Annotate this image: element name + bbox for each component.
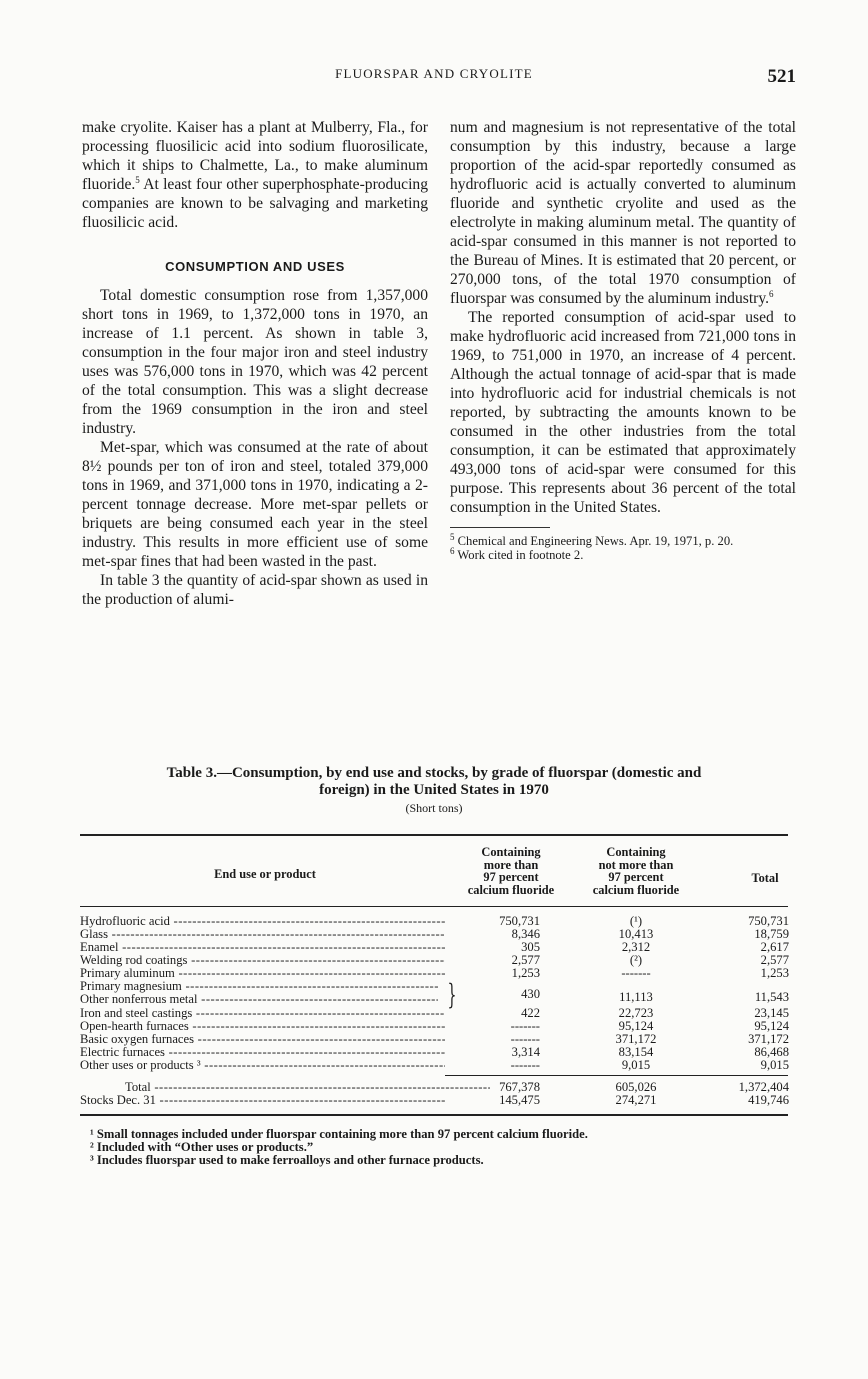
cell-more-than-97: 8,346 [511, 927, 540, 941]
cell-more-than-97: 1,253 [511, 966, 540, 980]
header-more-line-1: Containing [481, 845, 541, 859]
table-row [0, 980, 868, 993]
table-footnote-3: ³ Includes fluorspar used to make ferroalloys and other furnace products. [90, 1152, 484, 1167]
header-notmore-line-1: Containing [606, 845, 666, 859]
table-row [0, 928, 868, 941]
cell-total: 86,468 [754, 1045, 789, 1059]
footnote-6 [450, 545, 796, 562]
table-footnotes [90, 1128, 790, 1166]
row-label: Glass ----- [80, 928, 445, 941]
footnote-ref-5: 5 [135, 174, 140, 185]
table-row [0, 1046, 868, 1059]
table-bottom-rule [80, 1114, 788, 1116]
footnote-divider [450, 527, 550, 528]
cell-total: 2,577 [760, 953, 789, 967]
cell-more-than-97: 422 [521, 1006, 540, 1020]
cell-total: 18,759 [754, 927, 789, 941]
left-paragraph-1-end: At least four other superphosphate-producing companies are known to be salvaging and marketing fluosilicic acid. [82, 176, 428, 231]
left-paragraph-3: Met-spar, which was consumed at the rate of about 8½ pounds per ton of iron and steel, totaled 379,000 tons in 1969, and 371,000 tons in 1970, indicating a 2-percent tonnage decrease. More met-spar pellets or briquets are being consumed each year in the steel industry. This results in more efficient use of some met-spar fines that had been wasted in the past. [82, 439, 428, 570]
header-end-use: End use or product [214, 867, 316, 881]
right-paragraph-1-text: num and magnesium is not representative of the total consumption by this industry, because a large proportion of the acid-spar reportedly consumed as hydrofluoric acid is actually converted to aluminum fluoride and synthetic cryolite and used as the electrolyte in making aluminum metal. The quantity of acid-spar consumed in this manner is not reported to the Bureau of Mines. It is estimated that 20 percent, or 270,000 tons, of the total 1970 consumption of fluorspar was consumed by the aluminum industry. [450, 119, 796, 307]
header-more-than-97 [455, 846, 567, 896]
right-paragraph-1 [450, 118, 796, 308]
stocks-more-than-97: 145,475 [499, 1093, 540, 1107]
cell-total: 750,731 [748, 914, 789, 928]
row-label: Iron and steel castings ----- [80, 1007, 445, 1020]
left-column [82, 118, 428, 609]
right-column [450, 118, 796, 562]
cell-more-than-97: ------- [510, 1032, 540, 1046]
cell-total: 2,617 [760, 940, 789, 954]
cell-total: 1,253 [760, 966, 789, 980]
table-row [0, 915, 868, 928]
cell-total: 23,145 [754, 1006, 789, 1020]
cell-not-more-than-97: 371,172 [615, 1032, 657, 1046]
table-footnote-1: ¹ Small tonnages included under fluorspar containing more than 97 percent calcium fluoride. [90, 1127, 588, 1141]
table-row [0, 1059, 868, 1072]
cell-more-than-97: ------- [510, 1058, 540, 1072]
row-label: Electric furnaces ----- [80, 1046, 445, 1059]
cell-more-than-97: 2,577 [511, 953, 540, 967]
stocks-label: Stocks Dec. 31 ----- [80, 1094, 445, 1107]
header-notmore-line-2: not more than [598, 857, 674, 872]
stocks-not-more-than-97: 274,271 [615, 1093, 657, 1107]
footnote-ref-6: 6 [769, 288, 774, 299]
grouping-brace: } [447, 978, 457, 1011]
table-row [0, 941, 868, 954]
cell-more-than-97: 430 [521, 987, 540, 1001]
cell-not-more-than-97: 10,413 [618, 927, 654, 941]
header-total: Total [751, 871, 779, 885]
left-paragraph-1 [82, 118, 428, 232]
footnote-6-text: Work cited in footnote 2. [454, 548, 584, 562]
cell-total: 371,172 [748, 1032, 789, 1046]
total-total: 1,372,404 [738, 1080, 789, 1094]
cell-more-than-97: ------- [510, 1019, 540, 1033]
row-label: Other nonferrous metal ----- [80, 993, 438, 1006]
cell-more-than-97: 750,731 [499, 914, 540, 928]
table-title-line-1: Table 3.—Consumption, by end use and stocks, by grade of fluorspar (domestic and [166, 765, 702, 781]
cell-not-more-than-97: 11,113 [619, 990, 653, 1004]
table-header-rule [80, 906, 788, 907]
row-label: Primary magnesium ----- [80, 980, 438, 993]
table-row [0, 1007, 868, 1020]
cell-more-than-97: 305 [521, 940, 540, 954]
left-paragraph-2: Total domestic consumption rose from 1,357,000 short tons in 1969, to 1,372,000 tons in 1970, an increase of 1.1 percent. As shown in table 3, consumption in the four major iron and steel industry uses was 576,000 tons in 1970, which was 42 percent of the total consumption. This was a slight decrease from the 1969 consumption in the iron and steel industry. [82, 287, 428, 437]
cell-not-more-than-97: 9,015 [621, 1058, 651, 1072]
header-notmore-line-4: calcium fluoride [592, 882, 680, 897]
total-rule [445, 1075, 788, 1076]
cell-total: 11,543 [754, 990, 789, 1004]
header-more-line-2: more than [483, 857, 539, 872]
header-more-line-3: 97 percent [483, 870, 539, 884]
header-notmore-line-3: 97 percent [608, 870, 664, 884]
cell-total: 95,124 [754, 1019, 789, 1033]
row-label: Welding rod coatings ----- [80, 954, 445, 967]
footnote-5 [450, 531, 796, 548]
row-label: Other uses or products ³ ----- [80, 1059, 445, 1072]
stocks-row [0, 1094, 868, 1107]
header-more-line-4: calcium fluoride [467, 882, 555, 897]
cell-not-more-than-97: (²) [629, 953, 643, 967]
table-title-line-2: foreign) in the United States in 1970 [319, 782, 549, 798]
table-row [0, 967, 868, 980]
header-not-more-than-97 [580, 846, 692, 896]
left-paragraph-4: In table 3 the quantity of acid-spar shown as used in the production of alumi- [82, 572, 428, 608]
cell-not-more-than-97: ------- [621, 966, 651, 980]
left-paragraph-1-text: make cryolite. Kaiser has a plant at Mulberry, Fla., for processing fluosilicic acid into sodium fluorosilicate, which it ships to Chalmette, La., to make aluminum fluoride. [82, 119, 428, 193]
row-label: Hydrofluoric acid ----- [80, 915, 445, 928]
footnote-5-text: Chemical and Engineering News. Apr. 19, 1971, p. 20. [454, 534, 734, 548]
cell-not-more-than-97: 2,312 [621, 940, 651, 954]
total-more-than-97: 767,378 [499, 1080, 540, 1094]
row-label: Primary aluminum ----- [80, 967, 445, 980]
running-header-title: FLUORSPAR AND CRYOLITE [335, 66, 533, 81]
cell-not-more-than-97: 83,154 [618, 1045, 654, 1059]
row-label: Enamel ----- [80, 941, 445, 954]
stocks-total: 419,746 [748, 1093, 789, 1107]
cell-more-than-97: 3,314 [511, 1045, 540, 1059]
right-paragraph-2: The reported consumption of acid-spar used to make hydrofluoric acid increased from 721,000 tons in 1969, to 751,000 in 1970, an increase of 4 percent. Although the actual tonnage of acid-spar that is made into hydrofluoric acid for industrial chemicals is not reported, by subtracting the amounts known to be consumed in the other industries from the total consumption, it can be estimated that approximately 493,000 tons of acid-spar were consumed for this purpose. This represents about 36 percent of the total consumption in the United States. [450, 309, 796, 516]
cell-not-more-than-97: 95,124 [618, 1019, 654, 1033]
table-row [0, 987, 868, 1006]
total-not-more-than-97: 605,026 [615, 1080, 657, 1094]
table-units: (Short tons) [405, 801, 463, 815]
table-top-rule [80, 834, 788, 836]
cell-not-more-than-97: 22,723 [618, 1006, 654, 1020]
row-label: Open-hearth furnaces ----- [80, 1020, 445, 1033]
table-title [100, 765, 768, 799]
table-row [0, 954, 868, 967]
total-row [0, 1081, 868, 1094]
cell-total: 9,015 [760, 1058, 789, 1072]
table-row [0, 1033, 868, 1046]
total-label: Total ----- [80, 1081, 490, 1094]
row-label: Basic oxygen furnaces ----- [80, 1033, 445, 1046]
table-row [0, 1020, 868, 1033]
footnote-6-mark: 6 [450, 545, 455, 556]
cell-not-more-than-97: (¹) [629, 914, 643, 928]
page-number: 521 [767, 66, 796, 87]
section-heading: CONSUMPTION AND USES [165, 259, 345, 274]
footnote-5-mark: 5 [450, 531, 455, 542]
table-footnote-2: ² Included with “Other uses or products.” [90, 1139, 314, 1154]
